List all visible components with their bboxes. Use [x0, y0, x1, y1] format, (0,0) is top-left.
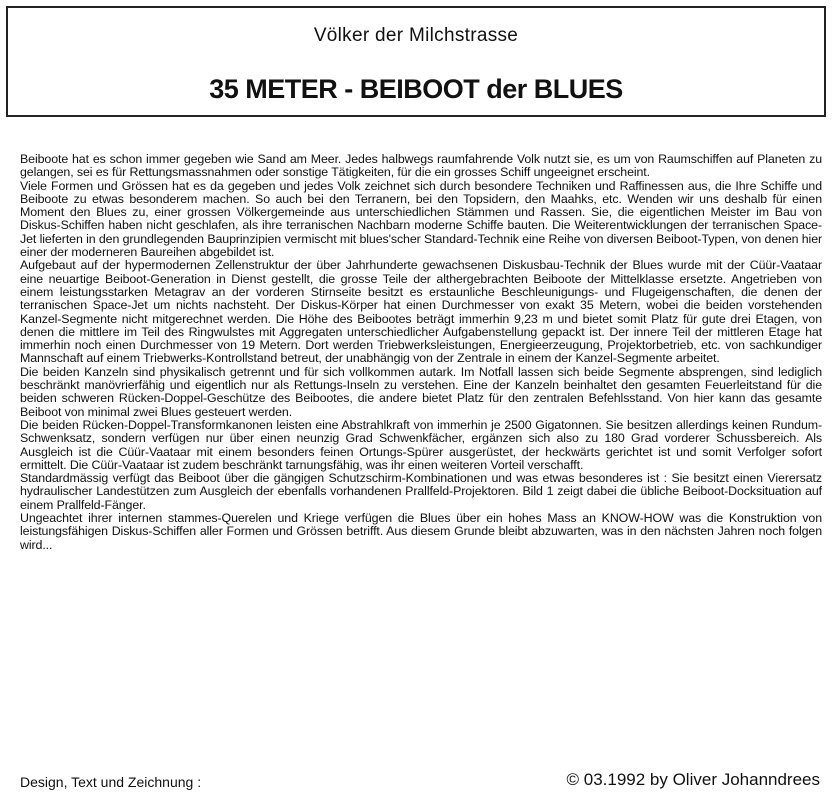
series-subtitle: Völker der Milchstrasse [313, 25, 519, 46]
paragraph-7: Ungeachtet ihrer internen stammes-Querelen und Kriege verfügen die Blues über ein hohes Mass an KNOW-HOW was die Konstruktion von leistungsfähigen Diskus-Schiffen aller Formen und Grössen betrifft. Aus diesem Grunde bleibt abzuwarten, was in den nächsten Jahren noch folgen wird... [20, 511, 822, 552]
page-title: 35 METER - BEIBOOT der BLUES [209, 74, 623, 104]
paragraph-2: Viele Formen und Grössen hat es da gegeben und jedes Volk zeichnet sich durch besondere Techniken und Raffinessen aus, die Ihre Schiffe und Beiboote zu etwas besonderem machen. So auch bei den Terranern, bei den Topsidern, den Maahks, etc. Wenden wir uns deshalb für einen Moment den Blues zu, einer grossen Völkergemeinde aus unterschiedlichen Stämmen und Rassen. Sie, die eigentlichen Meister im Bau von Diskus-Schiffen haben nicht geschlafen, als ihre terranischen Nachbarn moderne Schiffe bauten. Die Weiterentwicklungen der terranischen Space-Jet lieferten in den grundlegenden Bauprinzipien vermischt mit blues'scher Standard-Technik eine Reihe von diversen Beiboot-Typen, von denen hier einer der moderneren Baureihen abgebildet ist. [20, 178, 823, 260]
paragraph-4: Die beiden Kanzeln sind physikalisch getrennt und für sich vollkommen autark. Im Notfall lassen sich beide Segmente absprengen, sind lediglich beschränkt manövrierfähig und eigentlich nur als Rettungs-Inseln zu verstehen. Eine der Kanzeln beinhaltet den gesamten Feuerleitstand für die beiden schweren Rücken-Doppel-Geschütze des Beibootes, die andere bietet Platz für den zentralen Befehlsstand. Von hier kann das gesamte Beiboot von minimal zwei Blues gesteuert werden. [20, 364, 822, 419]
paragraph-3: Aufgebaut auf der hypermodernen Zellenstruktur der über Jahrhunderte gewachsenen Diskusbau-Technik der Blues wurde mit der Cüür-Vaataar eine neuartige Beiboot-Generation in Dienst gestellt, die grosse Teile der althergebrachten Beiboote der Mittelklasse ersetzte. Angetrieben von einem leistungsstarken Metagrav an der vorderen Stirnseite besitzt es erstaunliche Beschleunigungs- und Flugeigenschaften, die denen der terranischen Space-Jet um nichts nachsteht. Der Diskus-Körper hat einen Durchmesser von exakt 35 Metern, wobei die beiden vorstehenden Kanzel-Segmente nicht mitgerechnet werden. Die Höhe des Beibootes beträgt immerhin 9,23 m und bietet somit Platz für gute drei Etagen, von denen die mittlere im Teil des Ringwulstes mit Aggregaten unterschiedlicher Aufgabenstellung gepackt ist. Der innere Teil der mittleren Etage hat immerhin noch einen Durchmesser von 19 Metern. Dort werden Triebwerksleistungen, Energieerzeugung, Projektorbetrieb, etc. von sachkundiger Mannschaft auf einem Triebwerks-Kontrollstand betreut, der unabhängig von der Zentrale in einem der Kanzel-Segmente arbeitet. [20, 258, 822, 366]
paragraph-5: Die beiden Rücken-Doppel-Transformkanonen leisten eine Abstrahlkraft von immerhin je 2500 Gigatonnen. Sie besitzen allerdings keinen Rundum-Schwenksatz, sondern verfügen nur über einen neunzig Grad Schwenkfächer, ergänzen sich also zu 180 Grad vorderer Schussbereich. Als Ausgleich ist die Cüür-Vaataar mit einem besonders feinen Ortungs-Spürer ausgerüstet, der heckwärts gerichtet ist und somit Verfolger sofort ermittelt. Die Cüür-Vaataar ist zudem beschränkt tarnungsfähig, was ihr einen weiteren Vorteil verschafft. [20, 417, 822, 472]
header-box [6, 6, 826, 117]
copyright-notice: © 03.1992 by Oliver Johanndrees [566, 770, 820, 789]
article-body [20, 153, 822, 552]
credits-label: Design, Text und Zeichnung : [20, 774, 202, 790]
paragraph-6: Standardmässig verfügt das Beiboot über die gängigen Schutzschirm-Kombinationen und was etwas besonderes ist : Sie besitzt einen Vierersatz hydraulischer Landestützen zum Ausgleich der ebenfalls vorhandenen Prallfeld-Projektoren. Bild 1 zeigt dabei die übliche Beiboot-Docksituation auf einem Prallfeld-Fänger. [20, 471, 822, 512]
paragraph-1: Beiboote hat es schon immer gegeben wie Sand am Meer. Jedes halbwegs raumfahrende Volk nutzt sie, es um von Raumschiffen auf Planeten zu gelangen, sei es für Rettungsmassnahmen oder sonstige Tätigkeiten, für die ein grosses Schiff ungeeignet erscheint. [20, 152, 822, 180]
